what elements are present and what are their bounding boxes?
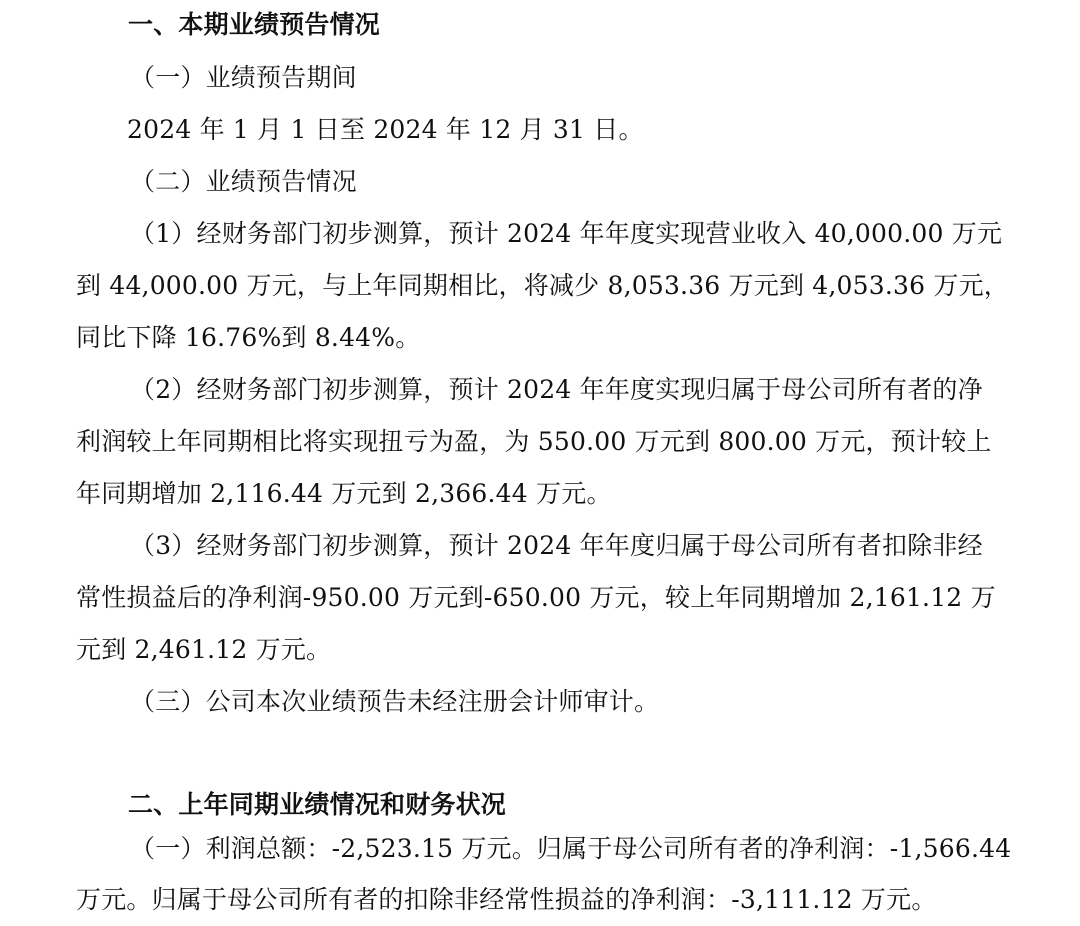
item-3-line-1: （3）经财务部门初步测算，预计 2024 年年度归属于母公司所有者扣除非经 [130, 531, 983, 560]
item-1-line-1: （1）经财务部门初步测算，预计 2024 年年度实现营业收入 40,000.00 万元 [130, 219, 1003, 248]
section-2-item-1-line-1: （一）利润总额：-2,523.15 万元。归属于母公司所有者的净利润：-1,566.44 [130, 834, 1012, 863]
forecast-period: 2024 年 1 月 1 日至 2024 年 12 月 31 日。 [127, 115, 644, 144]
item-1-line-3: 同比下降 16.76%到 8.44%。 [76, 323, 421, 352]
section-1-title: 一、本期业绩预告情况 [128, 10, 381, 39]
section-2-item-1-line-2: 万元。归属于母公司所有者的扣除非经常性损益的净利润：-3,111.12 万元。 [76, 885, 937, 914]
subsection-1-title: （一）业绩预告期间 [130, 63, 357, 92]
item-3-line-2: 常性损益后的净利润-950.00 万元到-650.00 万元，较上年同期增加 2,161.12 万 [76, 583, 996, 612]
item-1-line-2: 到 44,000.00 万元，与上年同期相比，将减少 8,053.36 万元到 4,053.36 万元， [76, 271, 1009, 300]
item-2-line-1: （2）经财务部门初步测算，预计 2024 年年度实现归属于母公司所有者的净 [130, 375, 983, 404]
item-2-line-3: 年同期增加 2,116.44 万元到 2,366.44 万元。 [76, 479, 612, 508]
subsection-2-title: （二）业绩预告情况 [130, 167, 357, 196]
item-2-line-2: 利润较上年同期相比将实现扭亏为盈，为 550.00 万元到 800.00 万元，预计较上 [76, 427, 992, 456]
section-2-title: 二、上年同期业绩情况和财务状况 [128, 790, 507, 819]
item-3-line-3: 元到 2,461.12 万元。 [76, 635, 332, 664]
subsection-3-title: （三）公司本次业绩预告未经注册会计师审计。 [130, 687, 660, 716]
